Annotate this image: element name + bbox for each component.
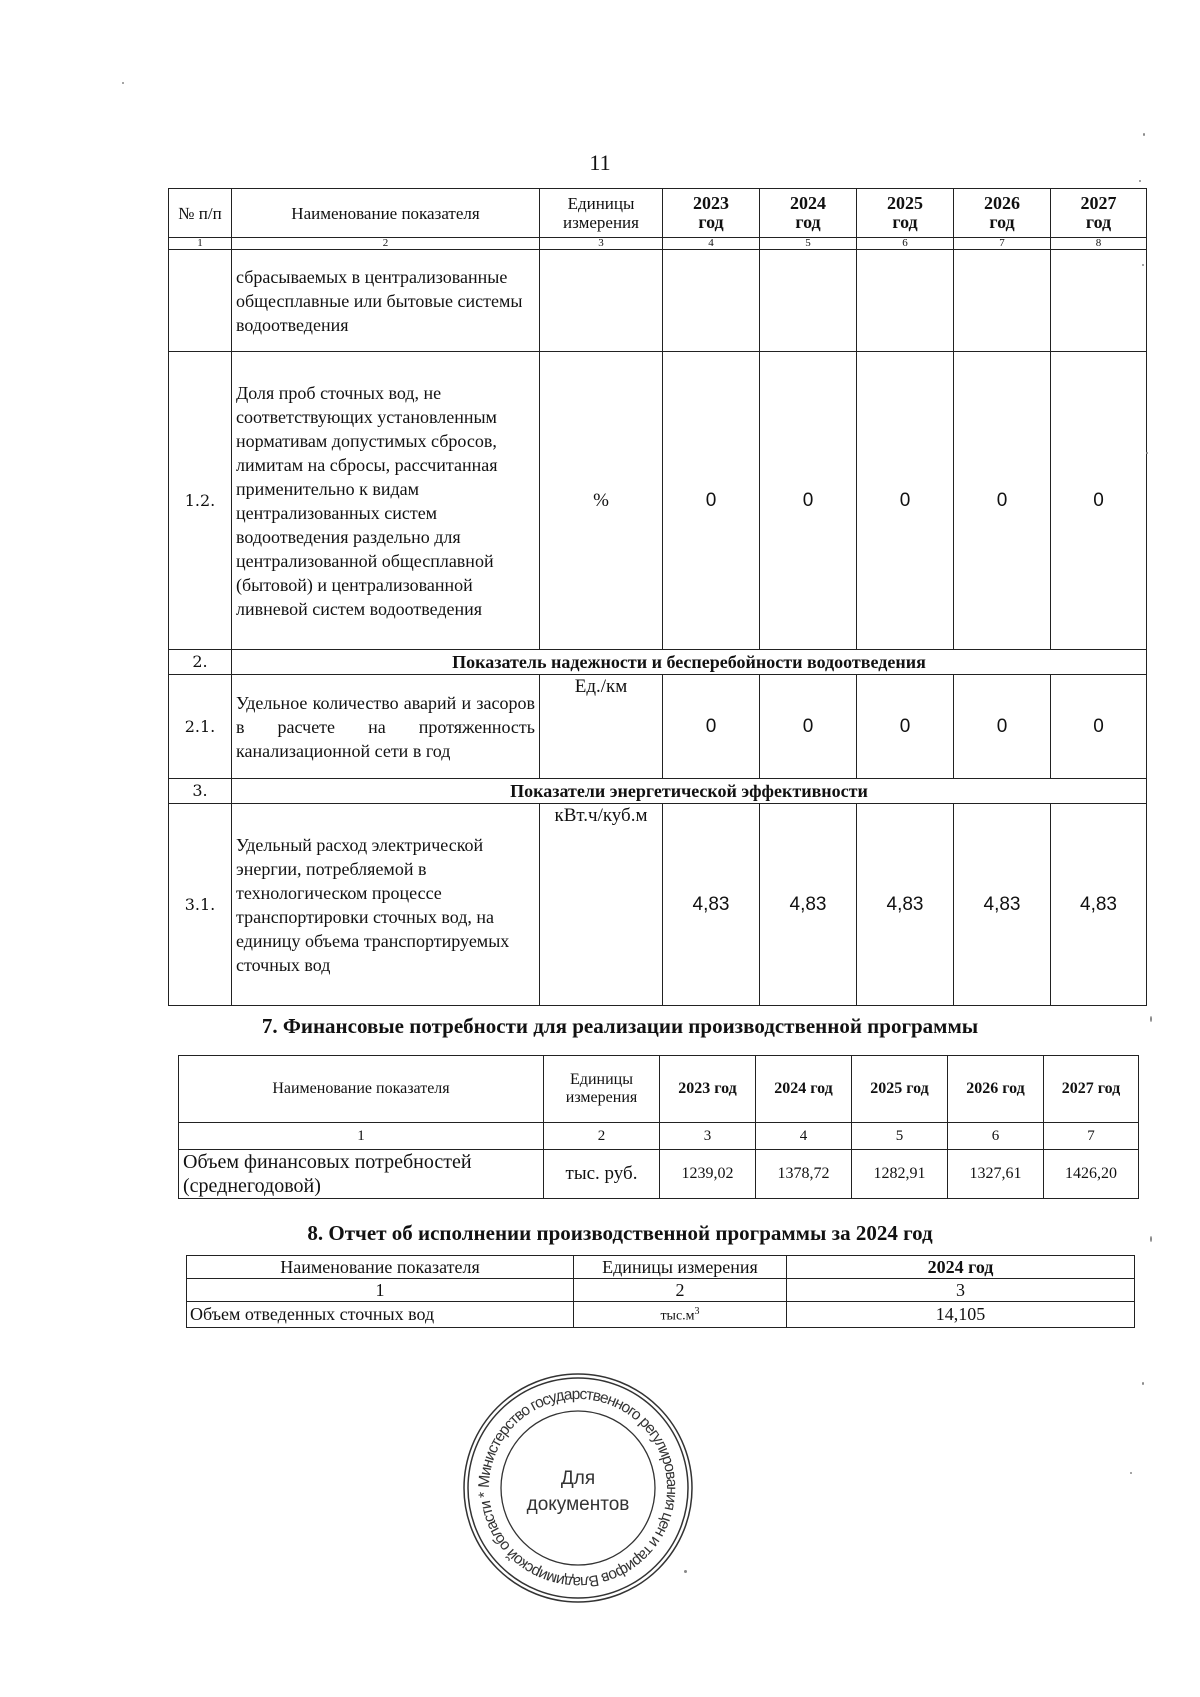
header-unit: Единицы измерения [574,1256,787,1279]
table-header-row [179,1056,1139,1123]
header-unit: Единицы измерения [540,189,663,238]
value-2023: 0 [663,352,760,650]
value-2027: 4,83 [1051,804,1147,1006]
value-2027: 0 [1051,352,1147,650]
scan-speck [1139,180,1141,182]
header-year-2024: 2024 год [756,1056,852,1123]
table-header-row [169,189,1147,238]
scan-speck [1142,1382,1144,1385]
indicator-name: Объем отведенных сточных вод [187,1302,574,1328]
header-year-2023: 2023 год [663,189,760,238]
indicators-table [168,188,1147,1006]
header-year-2026: 2026 год [954,189,1051,238]
value-2024: 4,83 [760,804,857,1006]
table-row-2-1 [169,675,1147,779]
value-2024: 1378,72 [756,1150,852,1199]
row-number: 2.1. [169,675,232,779]
value-2026: 0 [954,675,1051,779]
indicator-name: Объем финансовых потребностей (среднегодовой) [179,1150,544,1199]
table-row-1-2 [169,352,1147,650]
indicator-name: сбрасываемых в централизованные общесплавные или бытовые системы водоотведения [232,250,540,352]
stamp-center-line1: Для [560,1468,596,1489]
scan-speck [1142,264,1144,266]
indicator-unit: Ед./км [540,675,663,779]
header-name: Наименование показателя [179,1056,544,1123]
value-2023: 0 [663,675,760,779]
col-number: 2 [544,1123,660,1150]
header-year-2027: 2027 год [1051,189,1147,238]
column-number-row [169,238,1147,250]
section-8-heading: 8. Отчет об исполнении производственной программы за 2024 год [307,1221,933,1245]
value-2023: 4,83 [663,804,760,1006]
section-title: Показатель надежности и бесперебойности водоотведения [232,650,1147,675]
scan-speck [1130,1472,1132,1474]
row-number: 3.1. [169,804,232,1006]
table-row-continuation [169,250,1147,352]
scan-speck [1143,133,1145,136]
section-number: 2. [169,650,232,675]
value-2025: 1282,91 [852,1150,948,1199]
header-year-2025: 2025 год [852,1056,948,1123]
header-year-2023: 2023 год [660,1056,756,1123]
col-number: 3 [787,1279,1135,1302]
indicator-unit: тыс. руб. [544,1150,660,1199]
indicator-unit: % [540,352,663,650]
col-number: 5 [760,238,857,250]
col-number: 6 [857,238,954,250]
section-number: 3. [169,779,232,804]
value-2024: 14,105 [787,1302,1135,1328]
column-number-row [179,1123,1139,1150]
value-2026: 0 [954,352,1051,650]
value-2026: 4,83 [954,804,1051,1006]
row-number: 1.2. [169,352,232,650]
header-unit: Единицы измерения [544,1056,660,1123]
table-row [187,1302,1135,1328]
section-row-2 [169,650,1147,675]
scan-speck [1150,1236,1152,1242]
value-2025: 0 [857,352,954,650]
col-number: 1 [187,1279,574,1302]
header-year-2025: 2025 год [857,189,954,238]
col-number: 3 [660,1123,756,1150]
value-2026: 1327,61 [948,1150,1044,1199]
header-name: Наименование показателя [187,1256,574,1279]
column-number-row [187,1279,1135,1302]
col-number: 8 [1051,238,1147,250]
col-number: 1 [179,1123,544,1150]
col-number: 2 [574,1279,787,1302]
header-name: Наименование показателя [232,189,540,238]
col-number: 2 [232,238,540,250]
section-row-3 [169,779,1147,804]
value-2024: 0 [760,675,857,779]
scan-speck [1146,452,1148,454]
col-number: 5 [852,1123,948,1150]
header-year-2024: 2024 год [787,1256,1135,1279]
col-number: 4 [756,1123,852,1150]
financial-needs-table [178,1055,1139,1199]
section-7-heading: 7. Финансовые потребности для реализации производственной программы [261,1014,979,1038]
program-report-table [186,1255,1135,1328]
table-row [179,1150,1139,1199]
indicator-unit: кВт.ч/куб.м [540,804,663,1006]
header-year-2026: 2026 год [948,1056,1044,1123]
indicator-name: Удельное количество аварий и засоров в расчете на протяженность канализационной сети в год [232,675,540,779]
value-2023: 1239,02 [660,1150,756,1199]
page-number: 11 [589,150,611,175]
scan-speck [1150,1016,1152,1022]
col-number: 7 [954,238,1051,250]
col-number: 3 [540,238,663,250]
col-number: 1 [169,238,232,250]
header-year-2024: 2024 год [760,189,857,238]
value-2027: 1426,20 [1044,1150,1139,1199]
indicator-name: Удельный расход электрической энергии, потребляемой в технологическом процессе транспортировки сточных вод, на единицу объема транспортируемых сточных вод [232,804,540,1006]
col-number: 6 [948,1123,1044,1150]
col-number: 4 [663,238,760,250]
value-2024: 0 [760,352,857,650]
scan-speck [122,82,124,84]
table-header-row [187,1256,1135,1279]
header-num: № п/п [169,189,232,238]
indicator-unit: $тыс.м^3$ [574,1302,787,1328]
col-number: 7 [1044,1123,1139,1150]
stamp-ring-text: Министерство государственного регулирования цен и тарифов Владимирской области * [475,1385,681,1591]
value-2025: 0 [857,675,954,779]
value-2027: 0 [1051,675,1147,779]
stamp-center-line2: документов [526,1494,630,1515]
header-year-2027: 2027 год [1044,1056,1139,1123]
section-title: Показатели энергетической эффективности [232,779,1147,804]
indicator-name: Доля проб сточных вод, не соответствующих установленным нормативам допустимых сбросов, лимитам на сбросы, рассчитанная применительно к видам централизованных систем водоотведения раздельно для централизованной общесплавной (бытовой) и централизованной ливневой систем водоотведения [232,352,540,650]
table-row-3-1 [169,804,1147,1006]
scan-speck [684,1570,687,1573]
value-2025: 4,83 [857,804,954,1006]
official-stamp [460,1370,696,1606]
